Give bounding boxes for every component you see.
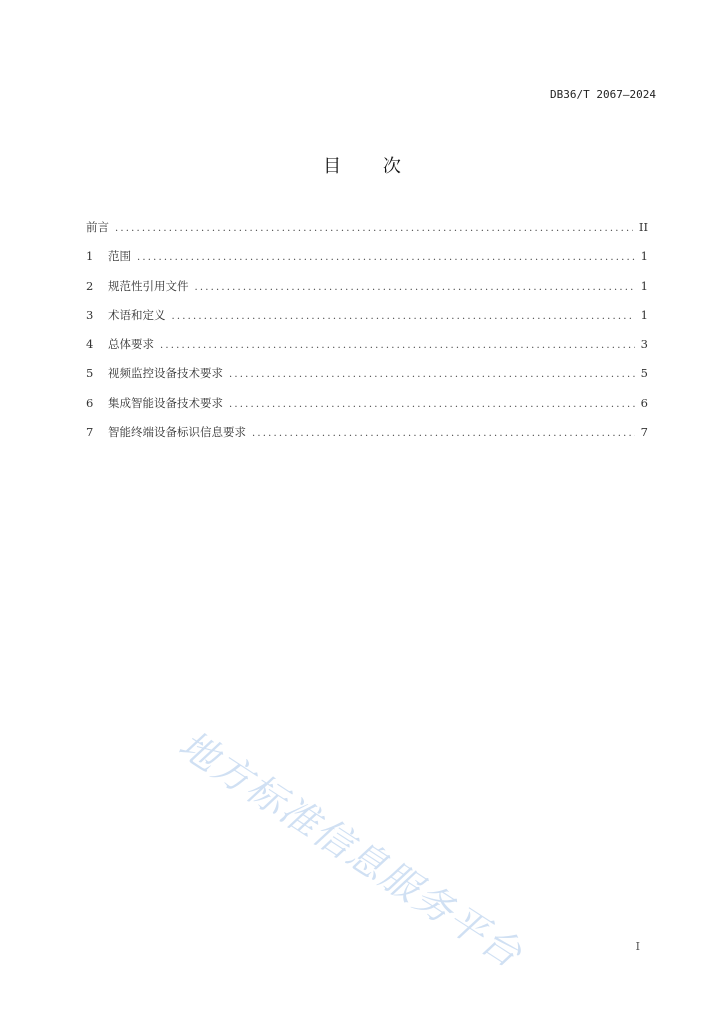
toc-leader-dots bbox=[229, 399, 635, 410]
toc-leader-dots bbox=[115, 223, 633, 234]
toc-entry-page: 6 bbox=[640, 395, 648, 410]
toc-leader-dots bbox=[160, 340, 635, 351]
page-number: I bbox=[635, 940, 640, 953]
toc-leader-dots bbox=[172, 311, 635, 322]
toc-entry-number: 5 bbox=[86, 366, 94, 381]
toc-entry-4[interactable] bbox=[86, 336, 648, 365]
toc-entry-foreword[interactable] bbox=[86, 219, 648, 248]
toc-leader-dots bbox=[229, 369, 635, 380]
page-title: 目 次 bbox=[323, 156, 419, 177]
toc-entry-label: 集成智能设备技术要求 bbox=[108, 395, 223, 410]
toc-entry-page: 3 bbox=[640, 337, 648, 352]
toc-leader-dots bbox=[195, 282, 635, 293]
toc-entry-page: 7 bbox=[640, 425, 648, 440]
toc-entry-number: 7 bbox=[86, 425, 94, 440]
table-of-contents bbox=[86, 219, 648, 453]
toc-entry-number: 6 bbox=[86, 395, 94, 410]
watermark-text: 地方标准信息服务平台 bbox=[171, 721, 531, 977]
toc-entry-label: 术语和定义 bbox=[108, 307, 166, 322]
toc-leader-dots bbox=[252, 428, 635, 439]
toc-entry-label: 前言 bbox=[86, 220, 109, 234]
toc-entry-page: 1 bbox=[640, 278, 648, 293]
toc-leader-dots bbox=[137, 252, 635, 263]
toc-entry-7[interactable] bbox=[86, 424, 648, 453]
document-code: DB36/T 2067—2024 bbox=[550, 88, 656, 101]
toc-entry-2[interactable] bbox=[86, 278, 648, 307]
toc-entry-number: 3 bbox=[86, 307, 94, 322]
toc-entry-page: 5 bbox=[640, 366, 648, 381]
toc-entry-label: 范围 bbox=[108, 249, 131, 264]
toc-entry-label: 视频监控设备技术要求 bbox=[108, 366, 223, 381]
toc-entry-label: 规范性引用文件 bbox=[108, 278, 189, 293]
toc-entry-label: 智能终端设备标识信息要求 bbox=[108, 425, 246, 440]
toc-entry-1[interactable] bbox=[86, 248, 648, 277]
toc-entry-number: 1 bbox=[86, 249, 94, 264]
toc-entry-page: 1 bbox=[640, 307, 648, 322]
toc-entry-number: 2 bbox=[86, 278, 94, 293]
toc-entry-page: II bbox=[638, 220, 648, 234]
toc-entry-page: 1 bbox=[640, 249, 648, 264]
toc-entry-5[interactable] bbox=[86, 365, 648, 394]
toc-entry-6[interactable] bbox=[86, 395, 648, 424]
toc-entry-3[interactable] bbox=[86, 307, 648, 336]
toc-entry-number: 4 bbox=[86, 337, 94, 352]
toc-entry-label: 总体要求 bbox=[108, 337, 154, 352]
